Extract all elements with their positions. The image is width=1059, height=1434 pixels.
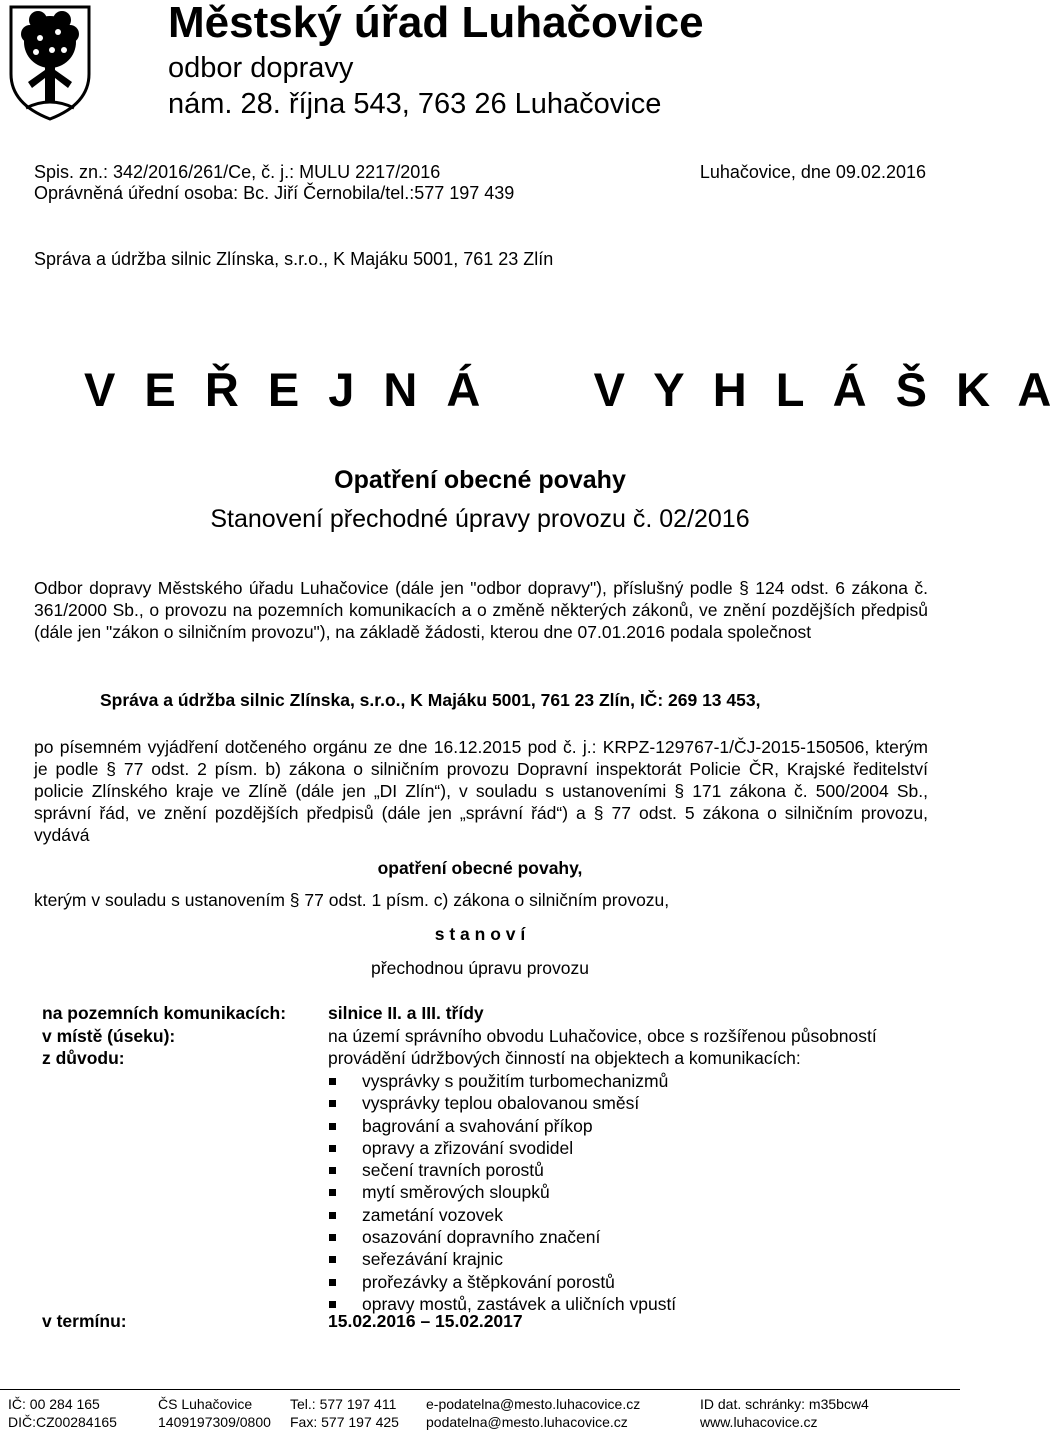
reasons-list xyxy=(328,1070,676,1315)
department-name: odbor dopravy xyxy=(168,52,354,84)
footer-divider xyxy=(0,1389,960,1390)
footer-dic: DIČ:CZ00284165 xyxy=(8,1414,117,1430)
list-item: seřezávání krajnic xyxy=(362,1248,676,1270)
town-crest-logo xyxy=(8,4,92,122)
document-subtitle: Stanovení přechodné úpravy provozu č. 02/2016 xyxy=(210,505,750,533)
list-item: osazování dopravního značení xyxy=(362,1226,676,1248)
footer-fax: Fax: 577 197 425 xyxy=(290,1414,399,1430)
term-label: v termínu: xyxy=(42,1311,127,1331)
footer-databox: ID dat. schránky: m35bcw4 xyxy=(700,1396,869,1412)
recipient: Správa a údržba silnic Zlínska, s.r.o., K Majáku 5001, 761 23 Zlín xyxy=(34,249,554,269)
roads-label: na pozemních komunikacích: xyxy=(42,1003,287,1023)
list-item: opravy mostů, zastávek a uličních vpustí xyxy=(362,1293,677,1314)
office-title: Městský úřad Luhačovice xyxy=(168,0,704,47)
file-reference: Spis. zn.: 342/2016/261/Ce, č. j.: MULU 2217/2016 xyxy=(34,162,441,182)
list-item: sečení travních porostů xyxy=(362,1159,676,1181)
list-item: mytí směrových sloupků xyxy=(362,1181,676,1203)
roads-value: silnice II. a III. třídy xyxy=(328,1003,484,1023)
adjustment-title: přechodnou úpravu provozu xyxy=(371,958,589,978)
footer-bank-name: ČS Luhačovice xyxy=(158,1396,253,1412)
list-item: zametání vozovek xyxy=(362,1204,676,1226)
stanovi-heading: s t a n o v í xyxy=(434,924,526,944)
reason-label: z důvodu: xyxy=(42,1048,125,1068)
list-item: vysprávky teplou obalovanou směsí xyxy=(362,1092,676,1114)
applicant: Správa a údržba silnic Zlínska, s.r.o., K Majáku 5001, 761 23 Zlín, IČ: 269 13 453, xyxy=(100,690,761,710)
opinion-paragraph: po písemném vyjádření dotčeného orgánu ze dne 16.12.2015 pod č. j.: KRPZ-129767-1/ČJ-2015-150506, kterým je podle § 77 odst. 2 písm. b) zákona o silničním provozu Dopravní inspektorát Policie ČR, Krajské ředitelství policie Zlínského kraje ve Zlíně (dále jen „DI Zlín“), v souladu s ustanoveními § 171 zákona č. 500/2004 Sb., správní řád, ve znění pozdějších předpisů (dále jen „správní řád“) a § 77 odst. 5 zákona o silničním provozu, vydává xyxy=(34,737,928,845)
document-heading: V E Ř E J N Á V Y H L Á Š K A xyxy=(84,363,1059,416)
intro-paragraph: Odbor dopravy Městského úřadu Luhačovice (dále jen "odbor dopravy"), příslušný podle § 124 odst. 6 zákona č. 361/2000 Sb., o provozu na pozemních komunikacích a o změně některých zákonů, ve znění pozdějších předpisů (dále jen "zákon o silničním provozu"), na základě žádosti, kterou dne 07.01.2016 podala společnost xyxy=(34,578,928,642)
list-item: opravy a zřizování svodidel xyxy=(362,1137,676,1159)
measure-title: opatření obecné povahy, xyxy=(377,858,583,878)
list-item: prořezávky a štěpkování porostů xyxy=(362,1271,676,1293)
footer-web-link[interactable]: www.luhacovice.cz xyxy=(700,1414,818,1430)
footer-ic: IČ: 00 284 165 xyxy=(8,1396,100,1412)
footer-bank-account: 1409197309/0800 xyxy=(158,1414,271,1430)
footer-tel: Tel.: 577 197 411 xyxy=(290,1396,397,1412)
authorized-official: Oprávněná úřední osoba: Bc. Jiří Černobila/tel.:577 197 439 xyxy=(34,183,515,203)
legal-basis: kterým v souladu s ustanovením § 77 odst. 1 písm. c) zákona o silničním provozu, xyxy=(34,890,670,910)
footer-epodatelna-link[interactable]: e-podatelna@mesto.luhacovice.cz xyxy=(426,1396,641,1412)
list-item: bagrování a svahování příkop xyxy=(362,1115,676,1137)
office-address: nám. 28. října 543, 763 26 Luhačovice xyxy=(168,88,662,120)
document-date: Luhačovice, dne 09.02.2016 xyxy=(699,162,926,182)
list-item: vysprávky s použitím turbomechanizmů xyxy=(362,1070,676,1092)
term-value: 15.02.2016 – 15.02.2017 xyxy=(328,1311,523,1331)
document-subheading: Opatření obecné povahy xyxy=(334,466,626,494)
footer-podatelna-link[interactable]: podatelna@mesto.luhacovice.cz xyxy=(426,1414,628,1430)
place-value: na území správního obvodu Luhačovice, obce s rozšířenou působností xyxy=(328,1026,877,1046)
reason-intro: provádění údržbových činností na objektech a komunikacích: xyxy=(328,1048,801,1068)
place-label: v místě (úseku): xyxy=(42,1026,176,1046)
